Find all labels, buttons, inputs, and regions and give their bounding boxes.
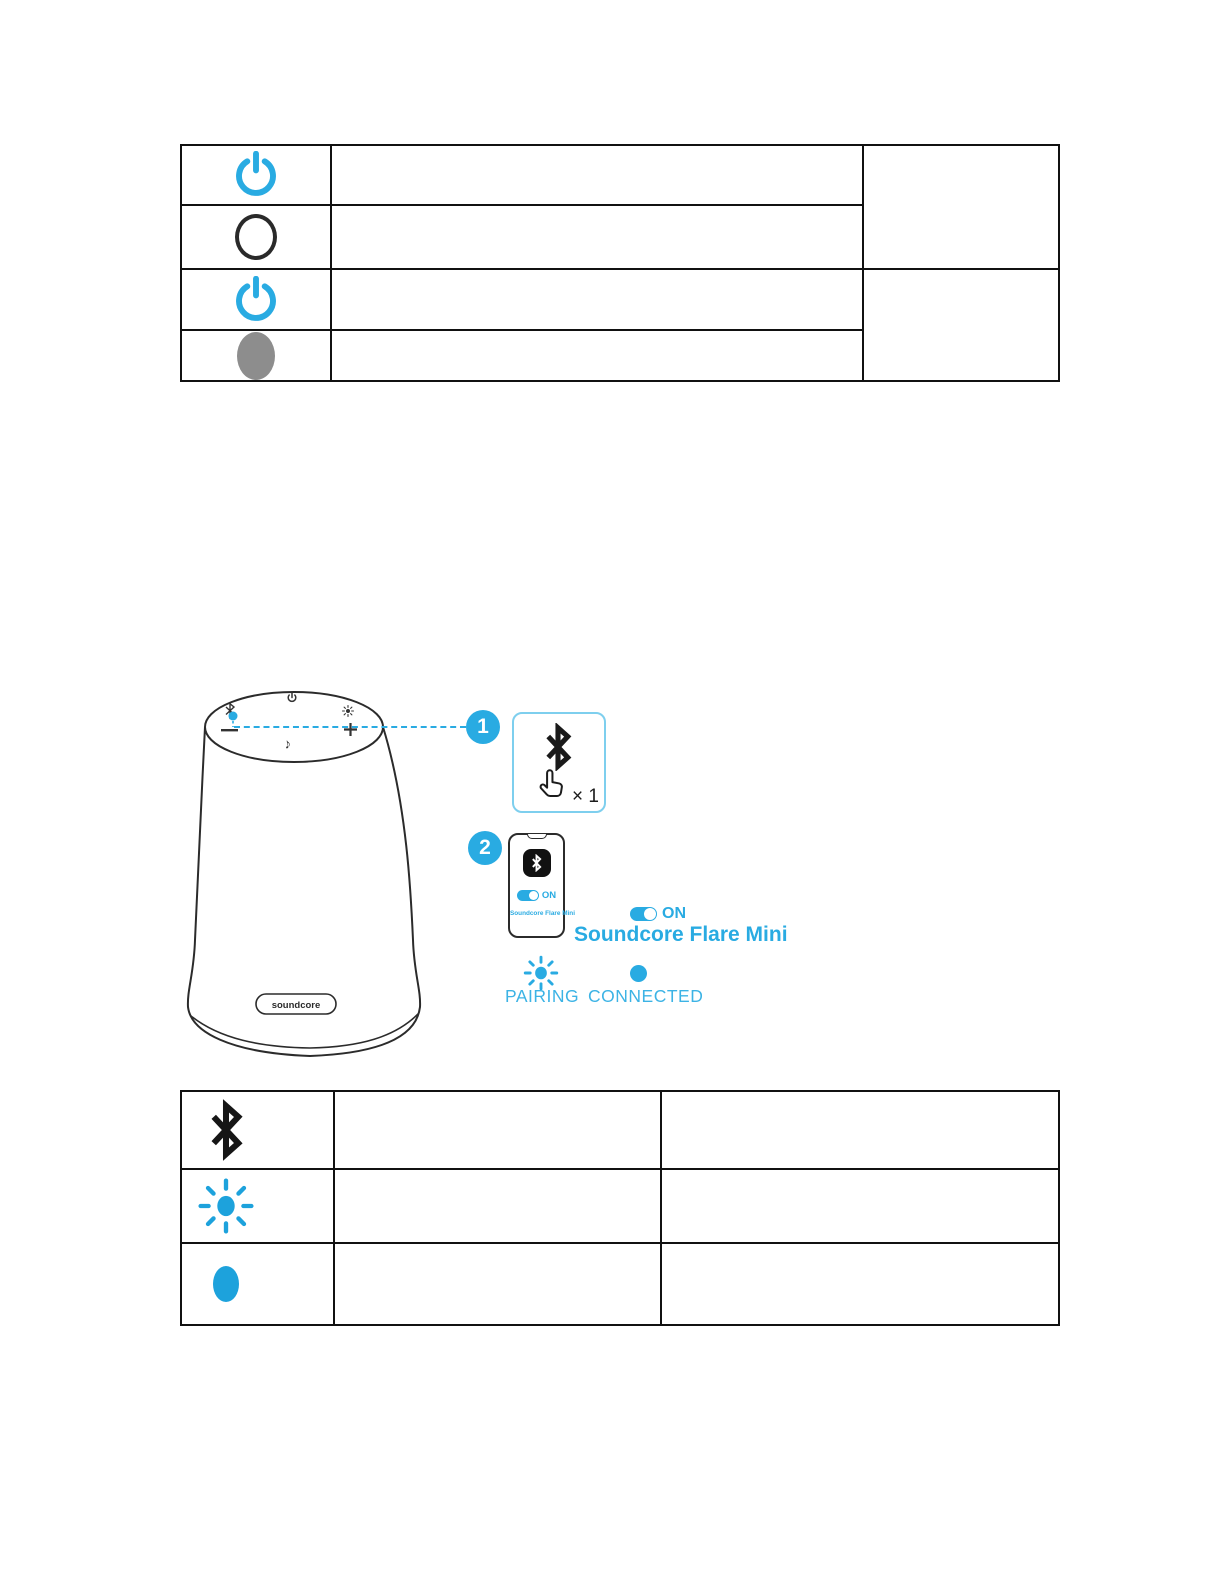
indicator-action-cell: [661, 1091, 1059, 1169]
status-merged-cell: [863, 269, 1059, 381]
table-row: [181, 1169, 1059, 1243]
brand-logo: soundcore: [271, 1000, 321, 1011]
step-number: 2: [479, 836, 491, 859]
volume-down-button-icon: [221, 729, 238, 731]
bluetooth-app-icon: [523, 849, 551, 877]
power-icon: [182, 151, 330, 199]
bluetooth-toggle: [630, 907, 657, 921]
bluetooth-icon: [182, 1093, 269, 1167]
indicator-table: [180, 1090, 1060, 1326]
indicator-description-cell: [334, 1169, 661, 1243]
table-row: [181, 269, 1059, 330]
connected-label: CONNECTED: [588, 986, 704, 1006]
phone-illustration: [508, 833, 575, 938]
solid-led-cell: [181, 1243, 334, 1325]
phone-notch: [527, 834, 547, 839]
toggle-on-label: ON: [662, 905, 686, 922]
callout-dot: [229, 712, 238, 721]
led-solid-icon: [630, 965, 647, 982]
callout-dashed-line: [234, 726, 466, 728]
step-1-badge: [466, 710, 500, 744]
indicator-action-cell: [661, 1169, 1059, 1243]
circle-button-cell: [181, 205, 331, 269]
table-row: [181, 1091, 1059, 1169]
bluetooth-icon-cell: [181, 1091, 334, 1169]
table-row: [181, 145, 1059, 205]
power-icon: [182, 276, 330, 324]
tap-count-label: × 1: [572, 786, 599, 807]
bluetooth-toggle: [517, 890, 539, 901]
step-number: 1: [477, 715, 489, 738]
indicator-description-cell: [334, 1091, 661, 1169]
tap-hand-icon: [532, 764, 570, 807]
gray-dot-icon: [182, 332, 330, 380]
blinking-led-cell: [181, 1169, 334, 1243]
device-name-on-phone: Soundcore Flare Mini: [510, 910, 575, 917]
power-on-icon-cell: [181, 145, 331, 205]
status-table: [180, 144, 1060, 382]
step-1-box: [512, 712, 606, 813]
led-blinking-icon: [182, 1177, 269, 1235]
led-solid-icon: [182, 1266, 269, 1302]
step-2-badge: [468, 831, 502, 865]
power-on-icon-cell: [181, 269, 331, 330]
circle-button-icon: [182, 214, 330, 260]
status-description-cell: [331, 330, 863, 381]
indicator-action-cell: [661, 1243, 1059, 1325]
pairing-label: PAIRING: [505, 986, 580, 1006]
toggle-on-label: ON: [541, 890, 557, 901]
status-description-cell: [331, 269, 863, 330]
multifunction-button-icon: ♪: [282, 734, 293, 752]
status-merged-cell: [863, 145, 1059, 269]
device-name: Soundcore Flare Mini: [574, 923, 788, 946]
gray-dot-cell: [181, 330, 331, 381]
indicator-description-cell: [334, 1243, 661, 1325]
light-mode-button-icon: [343, 706, 354, 717]
status-description-cell: [331, 145, 863, 205]
status-description-cell: [331, 205, 863, 269]
table-row: [181, 1243, 1059, 1325]
speaker-illustration: [185, 685, 455, 1065]
